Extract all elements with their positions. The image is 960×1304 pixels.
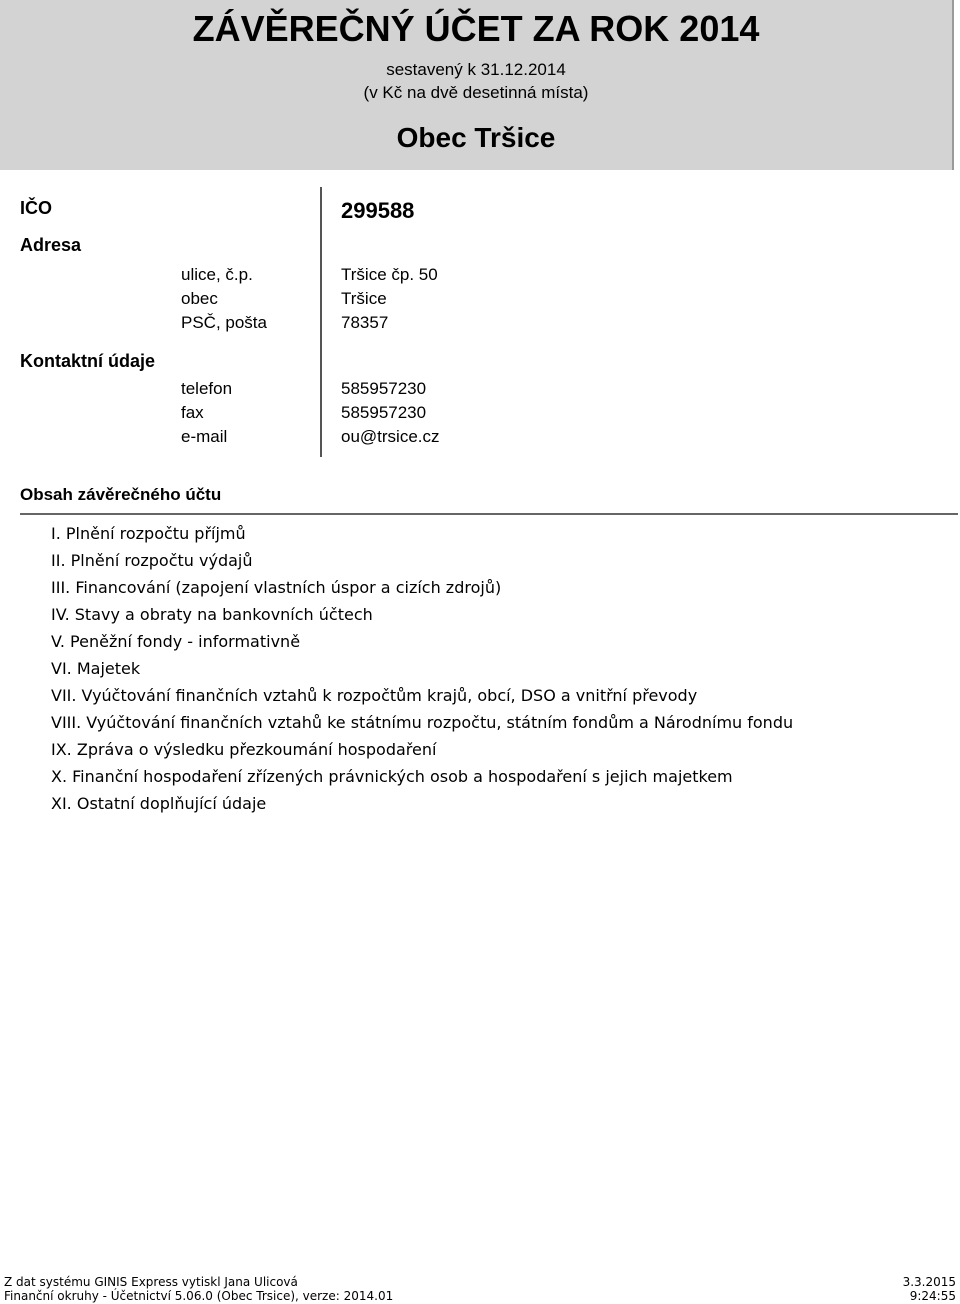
footer-printed-by: Z dat systému GINIS Express vytiskl Jana Ulicová [4, 1275, 298, 1289]
footer-date: 3.3.2015 [902, 1275, 956, 1289]
kontakt-label: Kontaktní údaje [20, 351, 156, 371]
footer-time: 9:24:55 [909, 1289, 956, 1303]
psc-label: PSČ, pošta [181, 313, 267, 332]
fax-value: 585957230 [341, 403, 427, 422]
obec-value: Tršice [341, 289, 387, 308]
ico-label: IČO [20, 198, 53, 218]
fax-label: fax [181, 403, 204, 422]
email-label: e-mail [181, 427, 228, 446]
email-value: ou@trsice.cz [341, 427, 440, 446]
report-date: sestavený k 31.12.2014 [386, 60, 566, 79]
toc-item: X. Finanční hospodaření zřízených právnických osob a hospodaření s jejich majetkem [51, 767, 733, 786]
report-header [0, 0, 954, 170]
contents-divider [20, 513, 958, 515]
currency-note: (v Kč na dvě desetinná místa) [363, 83, 589, 102]
obec-label: obec [181, 289, 218, 308]
adresa-label: Adresa [20, 235, 82, 255]
report-title: ZÁVĚREČNÝ ÚČET ZA ROK 2014 [192, 8, 760, 49]
telefon-label: telefon [181, 379, 233, 398]
toc-item: VI. Majetek [51, 659, 141, 678]
toc-item: IV. Stavy a obraty na bankovních účtech [51, 605, 373, 624]
footer-system: Finanční okruhy - Účetnictví 5.06.0 (Obec Trsice), verze: 2014.01 [4, 1289, 394, 1303]
toc-item: III. Financování (zapojení vlastních úspor a cizích zdrojů) [51, 578, 502, 597]
ulice-label: ulice, č.p. [181, 265, 253, 284]
toc-item: V. Peněžní fondy - informativně [51, 632, 301, 651]
ulice-value: Tršice čp. 50 [341, 265, 438, 284]
organization-name: Obec Tršice [396, 122, 556, 153]
ico-value: 299588 [341, 198, 415, 223]
toc-item: IX. Zpráva o výsledku přezkoumání hospodaření [51, 740, 437, 759]
toc-item: XI. Ostatní doplňující údaje [51, 794, 267, 813]
toc-item: I. Plnění rozpočtu příjmů [51, 524, 246, 543]
psc-value: 78357 [341, 313, 389, 332]
toc-item: VIII. Vyúčtování finančních vztahů ke státnímu rozpočtu, státním fondům a Národnímu fondu [51, 713, 794, 732]
toc-item: VII. Vyúčtování finančních vztahů k rozpočtům krajů, obcí, DSO a vnitřní převody [51, 686, 698, 705]
toc-item: II. Plnění rozpočtu výdajů [51, 551, 253, 570]
telefon-value: 585957230 [341, 379, 427, 398]
info-divider [320, 187, 322, 457]
contents-heading: Obsah závěrečného účtu [20, 485, 222, 504]
